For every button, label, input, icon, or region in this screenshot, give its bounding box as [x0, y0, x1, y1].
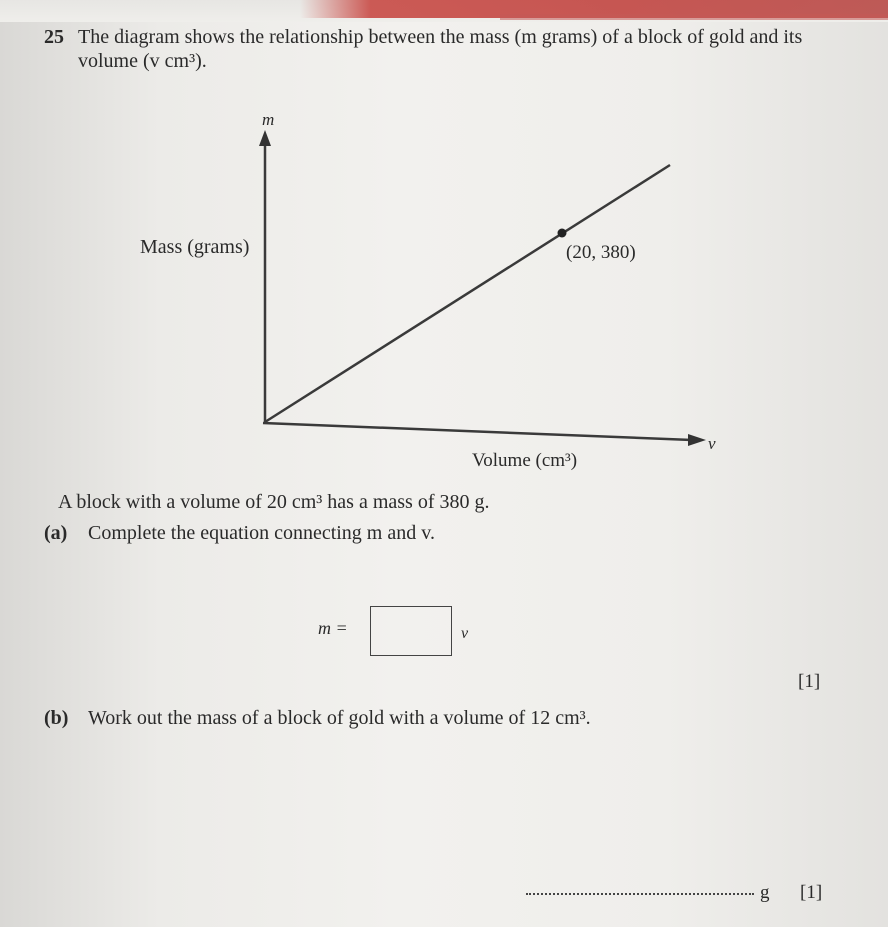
part-a-label: (a) [44, 522, 68, 544]
x-axis-label: Volume (cm³) [472, 450, 578, 471]
x-axis-letter: v [708, 434, 716, 453]
part-a-text: Complete the equation connecting m and v. [88, 522, 435, 544]
y-axis-letter: m [262, 110, 275, 129]
given-statement: A block with a volume of 20 cm³ has a mass of 380 g. [58, 491, 490, 513]
equation-rhs: v [461, 625, 469, 642]
part-a-marks: [1] [798, 671, 821, 692]
x-axis [263, 423, 692, 440]
part-b-answer-line[interactable] [526, 893, 754, 895]
part-b-marks: [1] [800, 882, 823, 903]
data-point-20-380 [558, 229, 567, 238]
y-axis-label: Mass (grams) [140, 236, 250, 258]
question-intro-line-1: The diagram shows the relationship between the mass (m grams) of a block of gold and its [78, 26, 803, 48]
part-b-text: Work out the mass of a block of gold with a volume of 12 cm³. [88, 707, 591, 729]
point-label: (20, 380) [566, 242, 636, 263]
part-b-unit: g [760, 882, 770, 903]
x-axis-arrow [688, 434, 706, 446]
part-a-answer-box[interactable] [370, 606, 452, 656]
part-b-label: (b) [44, 707, 69, 729]
equation-lhs: m = [318, 618, 348, 638]
question-number: 25 [44, 26, 64, 48]
data-line [265, 165, 670, 422]
y-axis-arrow [259, 130, 271, 146]
question-intro-line-2: volume (v cm³). [78, 50, 207, 72]
